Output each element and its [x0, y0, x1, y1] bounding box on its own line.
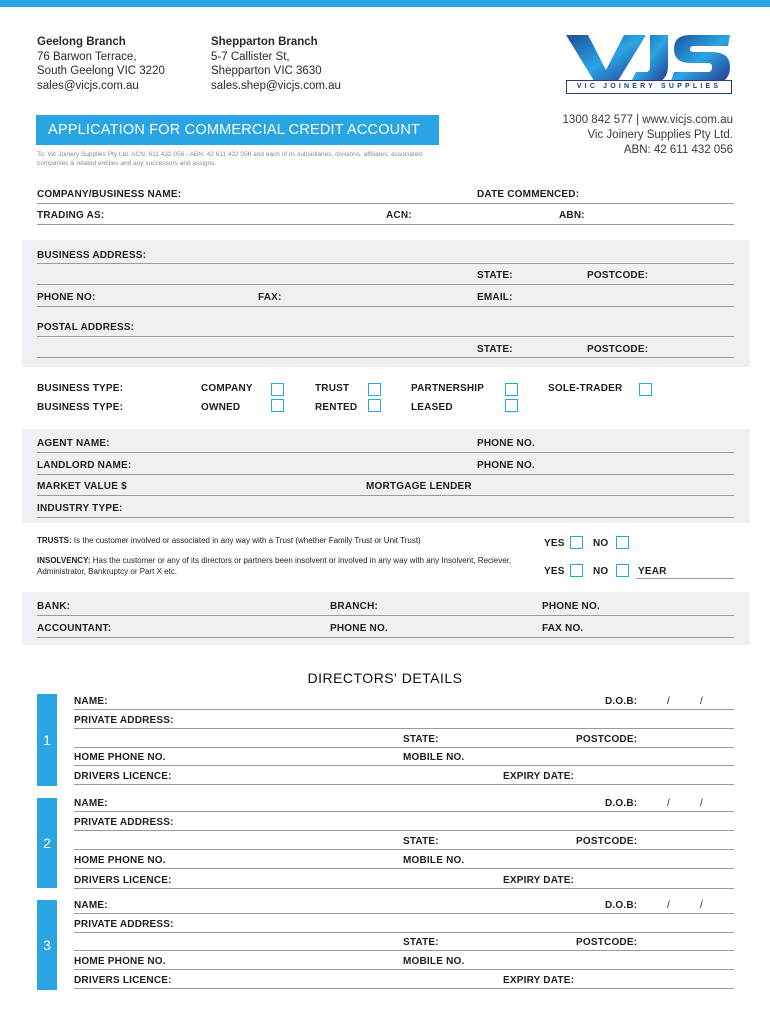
- directors-title: DIRECTORS' DETAILS: [307, 670, 463, 686]
- director-2-mobile-label: MOBILE NO.: [403, 855, 465, 866]
- email-label: EMAIL:: [477, 292, 513, 303]
- director-2-licence-field[interactable]: [74, 888, 734, 889]
- insolvency-question: [37, 555, 522, 577]
- insolvency-no-checkbox[interactable]: [616, 564, 629, 577]
- postal-address-line2-field[interactable]: [37, 357, 734, 358]
- director-1-licence-field[interactable]: [74, 784, 734, 785]
- form-title-banner: APPLICATION FOR COMMERCIAL CREDIT ACCOUNT: [36, 115, 439, 145]
- insolvency-no-label: NO: [593, 566, 609, 577]
- contact-phone-web: 1300 842 577 | www.vicjs.com.au: [562, 114, 733, 126]
- director-3-address-line2-field[interactable]: [74, 950, 734, 951]
- director-1-address-line2-field[interactable]: [74, 747, 734, 748]
- director-1-dob-slash-1: /: [667, 696, 670, 707]
- director-2-licence-label: DRIVERS LICENCE:: [74, 875, 172, 886]
- director-2-dob-slash-1: /: [667, 798, 670, 809]
- top-accent-bar: [0, 0, 770, 7]
- director-3-address-field[interactable]: [74, 932, 734, 933]
- contact-company-name: Vic Joinery Supplies Pty Ltd.: [587, 129, 733, 141]
- insolvency-yes-checkbox[interactable]: [570, 564, 583, 577]
- business-address-line2-field[interactable]: [37, 284, 734, 285]
- director-2-name-label: NAME:: [74, 798, 108, 809]
- trust-checkbox[interactable]: [368, 383, 381, 396]
- director-1-phone-field[interactable]: [74, 765, 734, 766]
- accountant-phone-label: PHONE NO.: [330, 623, 388, 634]
- director-1-address-field[interactable]: [74, 728, 734, 729]
- director-3-licence-field[interactable]: [74, 988, 734, 989]
- director-3-name-field[interactable]: [74, 913, 734, 914]
- postal-postcode-label: POSTCODE:: [587, 344, 649, 355]
- accountant-field[interactable]: [37, 637, 734, 638]
- director-3-dob-label: D.O.B:: [605, 900, 638, 911]
- geelong-branch-title: Geelong Branch: [37, 36, 126, 48]
- postal-state-label: STATE:: [477, 344, 513, 355]
- industry-type-label: INDUSTRY TYPE:: [37, 503, 123, 514]
- shepparton-line1: 5-7 Callister St,: [211, 50, 290, 63]
- director-3-address-label: PRIVATE ADDRESS:: [74, 919, 174, 930]
- director-2-number: 2: [37, 798, 57, 888]
- fine-print: To: Vic Joinery Supplies Pty Ltd. ACN: 611 432 056 - ABN: 42 611 432 056 and each of its subsidiaries, divisions, affiliates, associated companies & related entities and any successors and assigns.: [37, 151, 423, 167]
- geelong-branch-address: [37, 35, 165, 93]
- director-3-postcode-label: POSTCODE:: [576, 937, 638, 948]
- director-3-number: 3: [37, 900, 57, 990]
- bank-phone-label: PHONE NO.: [542, 601, 600, 612]
- company-checkbox[interactable]: [271, 383, 284, 396]
- shepparton-line2: Shepparton VIC 3630: [211, 65, 322, 78]
- landlord-name-field[interactable]: [37, 474, 734, 475]
- director-2-name-field[interactable]: [74, 811, 734, 812]
- date-commenced-label: DATE COMMENCED:: [477, 189, 580, 200]
- director-3-dob-slash-1: /: [667, 900, 670, 911]
- insolvency-year-label: YEAR: [638, 566, 667, 577]
- market-value-field[interactable]: [37, 495, 734, 496]
- mortgage-lender-label: MORTGAGE LENDER: [366, 481, 472, 492]
- trusts-no-checkbox[interactable]: [616, 536, 629, 549]
- business-address-label: BUSINESS ADDRESS:: [37, 250, 147, 261]
- state-label: STATE:: [477, 270, 513, 281]
- director-2-expiry-label: EXPIRY DATE:: [503, 875, 575, 886]
- business-address-field[interactable]: [37, 263, 734, 264]
- trusts-yes-label: YES: [544, 538, 565, 549]
- insolvency-yes-label: YES: [544, 566, 565, 577]
- director-3-mobile-label: MOBILE NO.: [403, 956, 465, 967]
- trusts-yes-checkbox[interactable]: [570, 536, 583, 549]
- director-1-name-label: NAME:: [74, 696, 108, 707]
- trusts-no-label: NO: [593, 538, 609, 549]
- director-3-expiry-label: EXPIRY DATE:: [503, 975, 575, 986]
- postal-address-field[interactable]: [37, 336, 734, 337]
- business-type-label-1: BUSINESS TYPE:: [37, 383, 124, 394]
- company-name-field[interactable]: [37, 203, 734, 204]
- director-1-address-label: PRIVATE ADDRESS:: [74, 715, 174, 726]
- trusts-question: [37, 535, 537, 546]
- shepparton-branch-address: [211, 35, 341, 93]
- trading-as-label: TRADING AS:: [37, 210, 105, 221]
- geelong-email[interactable]: sales@vicjs.com.au: [37, 79, 139, 92]
- director-1-state-label: STATE:: [403, 734, 439, 745]
- landlord-name-label: LANDLORD NAME:: [37, 460, 132, 471]
- leased-option-label: LEASED: [411, 402, 453, 413]
- director-2-dob-label: D.O.B:: [605, 798, 638, 809]
- abn-label: ABN:: [559, 210, 585, 221]
- director-1-number: 1: [37, 694, 57, 786]
- director-3-name-label: NAME:: [74, 900, 108, 911]
- agent-name-field[interactable]: [37, 452, 734, 453]
- leased-checkbox[interactable]: [505, 399, 518, 412]
- agent-name-label: AGENT NAME:: [37, 438, 110, 449]
- partnership-option-label: PARTNERSHIP: [411, 383, 485, 394]
- director-1-postcode-label: POSTCODE:: [576, 734, 638, 745]
- trusts-text: Is the customer involved or associated in any way with a Trust (whether Family Trust or Unit Trust): [73, 536, 421, 545]
- director-2-dob-slash-2: /: [700, 798, 703, 809]
- company-contact: [563, 113, 733, 158]
- company-name-label: COMPANY/BUSINESS NAME:: [37, 189, 182, 200]
- insolvency-year-field[interactable]: [636, 578, 734, 579]
- industry-type-field[interactable]: [37, 517, 734, 518]
- shepparton-branch-title: Shepparton Branch: [211, 36, 318, 48]
- director-3-phone-field[interactable]: [74, 969, 734, 970]
- director-1-licence-label: DRIVERS LICENCE:: [74, 771, 172, 782]
- market-value-label: MARKET VALUE $: [37, 481, 127, 492]
- branch-label: BRANCH:: [330, 601, 379, 612]
- company-option-label: COMPANY: [201, 383, 253, 394]
- director-3-dob-slash-2: /: [700, 900, 703, 911]
- director-2-phone-field[interactable]: [74, 868, 734, 869]
- director-3-state-label: STATE:: [403, 937, 439, 948]
- contact-abn: ABN: 42 611 432 056: [623, 144, 733, 156]
- trust-option-label: TRUST: [315, 383, 350, 394]
- director-2-address-field[interactable]: [74, 830, 734, 831]
- agent-phone-label: PHONE NO.: [477, 438, 535, 449]
- postcode-label: POSTCODE:: [587, 270, 649, 281]
- director-2-address-label: PRIVATE ADDRESS:: [74, 817, 174, 828]
- director-1-mobile-label: MOBILE NO.: [403, 752, 465, 763]
- accountant-label: ACCOUNTANT:: [37, 623, 112, 634]
- agent-section: [22, 429, 750, 523]
- business-type-label-2: BUSINESS TYPE:: [37, 402, 124, 413]
- landlord-phone-label: PHONE NO.: [477, 460, 535, 471]
- postal-address-label: POSTAL ADDRESS:: [37, 322, 135, 333]
- rented-checkbox[interactable]: [368, 399, 381, 412]
- trading-as-field[interactable]: [37, 224, 734, 225]
- bank-label: BANK:: [37, 601, 71, 612]
- director-2-postcode-label: POSTCODE:: [576, 836, 638, 847]
- director-1-home-phone-label: HOME PHONE NO.: [74, 752, 166, 763]
- accountant-fax-label: FAX NO.: [542, 623, 584, 634]
- trusts-bold: TRUSTS:: [37, 536, 72, 545]
- shepparton-email[interactable]: sales.shep@vicjs.com.au: [211, 79, 341, 92]
- director-1-name-field[interactable]: [74, 709, 734, 710]
- acn-label: ACN:: [386, 210, 412, 221]
- logo-tagline: VIC JOINERY SUPPLIES: [566, 80, 732, 94]
- geelong-line2: South Geelong VIC 3220: [37, 65, 165, 78]
- director-2-address-line2-field[interactable]: [74, 849, 734, 850]
- director-1-dob-label: D.O.B:: [605, 696, 638, 707]
- sole-trader-option-label: SOLE-TRADER: [548, 383, 623, 394]
- owned-option-label: OWNED: [201, 402, 241, 413]
- phone-fax-email-field[interactable]: [37, 306, 734, 307]
- partnership-checkbox[interactable]: [505, 383, 518, 396]
- insolvency-bold: INSOLVENCY:: [37, 556, 91, 565]
- owned-checkbox[interactable]: [271, 399, 284, 412]
- director-1-dob-slash-2: /: [700, 696, 703, 707]
- fax-label: FAX:: [258, 292, 282, 303]
- geelong-line1: 76 Barwon Terrace,: [37, 50, 137, 63]
- rented-option-label: RENTED: [315, 402, 358, 413]
- director-2-state-label: STATE:: [403, 836, 439, 847]
- director-3-licence-label: DRIVERS LICENCE:: [74, 975, 172, 986]
- director-1-expiry-label: EXPIRY DATE:: [503, 771, 575, 782]
- insolvency-text: Has the customer or any of its directors or partners been insolvent or involved in any way with any Insolvent, Reciever, Administrator, Bankruptcy or Part X etc.: [37, 556, 512, 576]
- sole-trader-checkbox[interactable]: [639, 383, 652, 396]
- bank-field[interactable]: [37, 615, 734, 616]
- director-2-home-phone-label: HOME PHONE NO.: [74, 855, 166, 866]
- director-3-home-phone-label: HOME PHONE NO.: [74, 956, 166, 967]
- phone-label: PHONE NO:: [37, 292, 96, 303]
